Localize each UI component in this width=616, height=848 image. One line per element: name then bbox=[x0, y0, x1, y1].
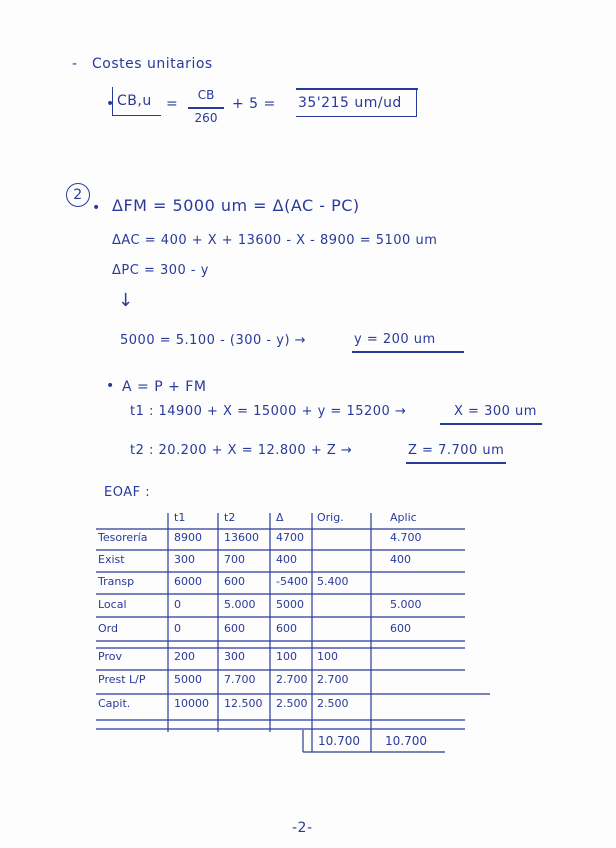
table-row-label: Prov bbox=[98, 650, 122, 663]
bullet-apfm: • bbox=[106, 378, 115, 394]
table-cell: 100 bbox=[276, 650, 297, 663]
eoaf-label: EOAF : bbox=[104, 485, 151, 500]
table-cell: 200 bbox=[174, 650, 195, 663]
table-row-label: Ord bbox=[98, 622, 118, 635]
eq1-line: 5000 = 5.100 - (300 - y) → bbox=[120, 333, 307, 348]
table-cell: 12.500 bbox=[224, 697, 263, 710]
table-header-cell: Orig. bbox=[317, 511, 344, 524]
table-cell: 400 bbox=[276, 553, 297, 566]
section-number: 2 bbox=[66, 183, 90, 207]
delta-pc-line: ΔPC = 300 - y bbox=[112, 263, 209, 278]
eq-sign: = bbox=[166, 96, 179, 112]
table-cell: 700 bbox=[224, 553, 245, 566]
delta-fm-line: ΔFM = 5000 um = Δ(AC - PC) bbox=[112, 196, 360, 215]
balance-equation: A = P + FM bbox=[122, 379, 207, 395]
page-number: -2- bbox=[292, 820, 313, 836]
table-cell: 13600 bbox=[224, 531, 259, 544]
table-cell: 0 bbox=[174, 622, 181, 635]
dash: - bbox=[72, 56, 78, 72]
table-cell: 5000 bbox=[174, 673, 202, 686]
table-cell: 5.000 bbox=[224, 598, 256, 611]
t2-line: t2 : 20.200 + X = 12.800 + Z → bbox=[130, 443, 353, 458]
table-cell: 6000 bbox=[174, 575, 202, 588]
table-cell: 0 bbox=[174, 598, 181, 611]
table-row-label: Capit. bbox=[98, 697, 131, 710]
table-row-label: Exist bbox=[98, 553, 125, 566]
table-cell: 10000 bbox=[174, 697, 209, 710]
table-cell: 5000 bbox=[276, 598, 304, 611]
fraction-denominator: 260 bbox=[194, 111, 218, 125]
unit-cost-result: 35'215 um/ud bbox=[298, 95, 402, 111]
table-row-label: Prest L/P bbox=[98, 673, 146, 686]
table-cell: 300 bbox=[224, 650, 245, 663]
table-cell: 600 bbox=[224, 622, 245, 635]
table-cell: 8900 bbox=[174, 531, 202, 544]
cbu-label: CB,u bbox=[117, 93, 152, 109]
table-row-label: Local bbox=[98, 598, 127, 611]
table-header-cell: t2 bbox=[224, 511, 236, 524]
table-cell: 5.400 bbox=[317, 575, 349, 588]
x-result: X = 300 um bbox=[454, 404, 537, 419]
bullet-dfm: • bbox=[92, 200, 101, 216]
total-orig: 10.700 bbox=[318, 734, 360, 748]
delta-ac-line: ΔAC = 400 + X + 13600 - X - 8900 = 5100 um bbox=[112, 233, 438, 248]
total-aplic: 10.700 bbox=[385, 734, 427, 748]
table-cell: 2.700 bbox=[276, 673, 308, 686]
table-cell: 100 bbox=[317, 650, 338, 663]
down-arrow: ↓ bbox=[118, 290, 134, 311]
table-header-cell: t1 bbox=[174, 511, 186, 524]
table-cell: 4700 bbox=[276, 531, 304, 544]
table-row-label: Transp bbox=[98, 575, 135, 588]
table-cell: 600 bbox=[276, 622, 297, 635]
table-header-cell: Aplic bbox=[390, 511, 417, 524]
z-result: Z = 7.700 um bbox=[408, 443, 505, 458]
fraction-numerator: CB bbox=[197, 88, 215, 102]
table-cell: -5400 bbox=[276, 575, 308, 588]
bullet: • bbox=[106, 96, 115, 112]
t1-line: t1 : 14900 + X = 15000 + y = 15200 → bbox=[130, 404, 407, 419]
table-cell: 4.700 bbox=[390, 531, 422, 544]
table-row-label: Tesorería bbox=[98, 531, 148, 544]
table-header-cell: Δ bbox=[276, 511, 284, 524]
plus-five: + 5 = bbox=[232, 96, 276, 112]
table-cell: 400 bbox=[390, 553, 411, 566]
table-cell: 600 bbox=[224, 575, 245, 588]
table-cell: 7.700 bbox=[224, 673, 256, 686]
y-result: y = 200 um bbox=[354, 332, 436, 347]
table-cell: 2.700 bbox=[317, 673, 349, 686]
table-cell: 2.500 bbox=[317, 697, 349, 710]
costs-title: Costes unitarios bbox=[92, 56, 213, 72]
table-cell: 5.000 bbox=[390, 598, 422, 611]
table-cell: 600 bbox=[390, 622, 411, 635]
table-cell: 2.500 bbox=[276, 697, 308, 710]
table-cell: 300 bbox=[174, 553, 195, 566]
